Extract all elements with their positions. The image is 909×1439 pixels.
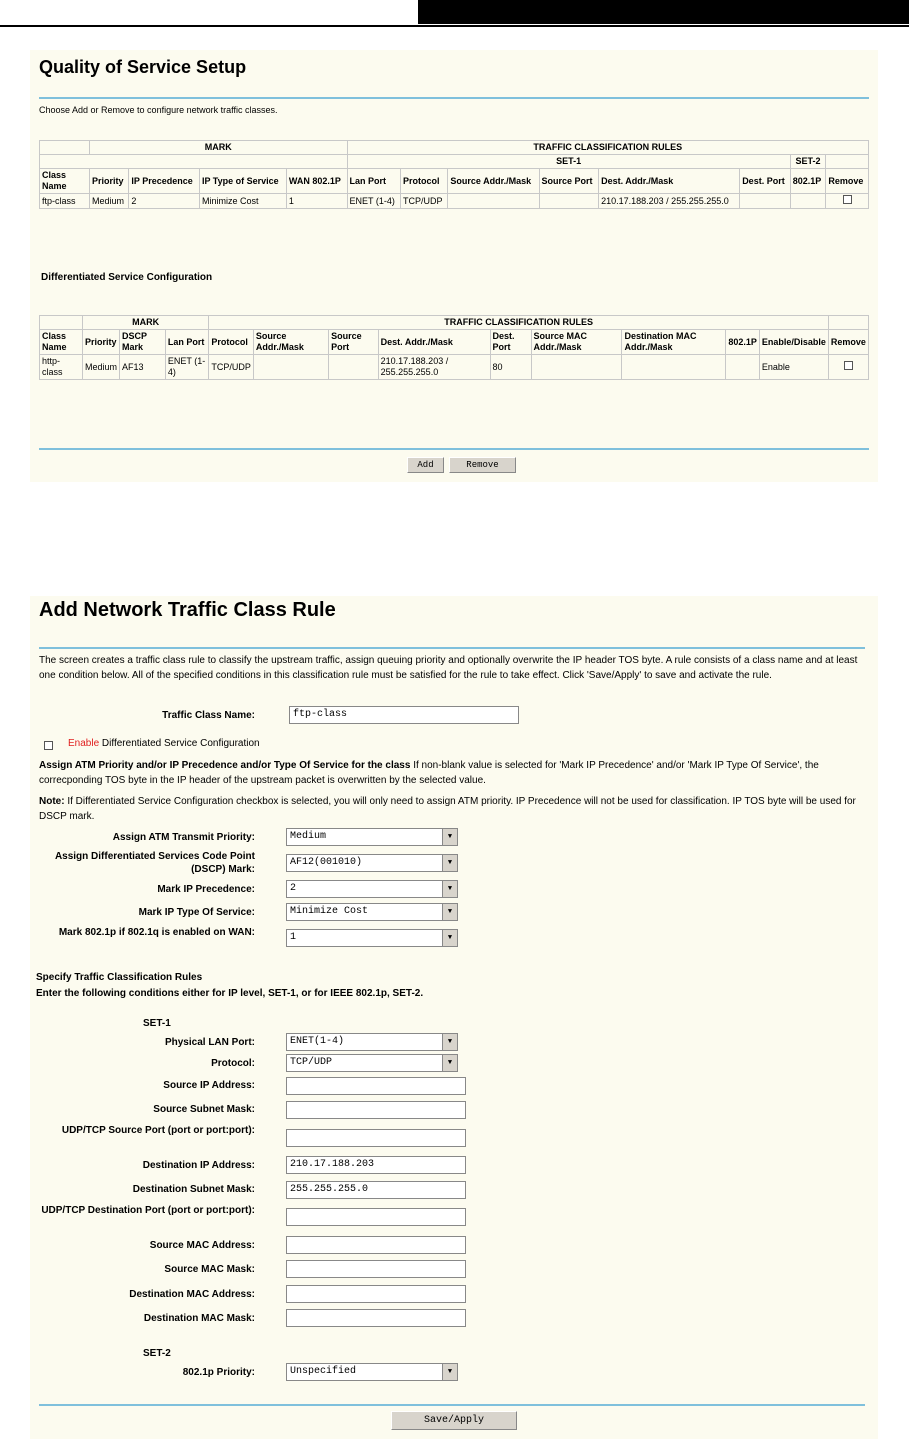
col-header: 802.1P [726,330,760,355]
cell: AF13 [120,355,166,380]
source-mac-mask-input[interactable] [286,1260,466,1278]
col-header: IP Precedence [129,169,200,194]
source-mac-input[interactable] [286,1236,466,1254]
cell: ENET (1-4) [347,194,401,209]
dropdown-arrow-icon: ▼ [442,1055,457,1071]
col-header: Priority [83,330,120,355]
source-mac-mask-label: Source MAC Mask: [164,1264,255,1275]
priority-8021p-select[interactable]: Unspecified ▼ [286,1363,458,1381]
dropdown-arrow-icon: ▼ [442,855,457,871]
dropdown-arrow-icon: ▼ [442,829,457,845]
dscp-mark-label: Assign Differentiated Services Code Point (DSCP) Mark: [54,851,255,875]
ip-tos-select[interactable]: Minimize Cost ▼ [286,903,458,921]
dropdown-arrow-icon: ▼ [442,1034,457,1050]
cell [726,355,760,380]
col-header: Dest. Port [740,169,791,194]
set1-header: SET-1 [347,155,790,169]
specify-title: Specify Traffic Classification Rules [36,972,203,983]
dest-ip-input[interactable]: 210.17.188.203 [286,1156,466,1174]
title-divider [39,647,865,649]
source-ip-input[interactable] [286,1077,466,1095]
atm-priority-select[interactable]: Medium ▼ [286,828,458,846]
class-name-input[interactable]: ftp-class [289,706,519,724]
assign-text: Assign ATM Priority and/or IP Precedence and/or Type Of Service for the class If non-blank value is selected for 'Mark IP Precedence' and/or 'Mark IP Type Of Service', the correcponding TOS byte in the IP header of the upstream packet is overwritten by the selected value. [39,760,819,786]
source-mask-input[interactable] [286,1101,466,1119]
lan-port-select[interactable]: ENET(1-4) ▼ [286,1033,458,1051]
dropdown-arrow-icon: ▼ [442,881,457,897]
cell: Enable [759,355,828,380]
source-mac-label: Source MAC Address: [149,1240,255,1251]
set2-header: SET-2 [790,155,826,169]
source-port-label: UDP/TCP Source Port (port or port:port): [61,1125,255,1136]
remove-checkbox[interactable] [843,195,852,204]
specify-subtitle: Enter the following conditions either for IP level, SET-1, or for IEEE 802.1p, SET-2. [36,988,424,999]
bottom-divider [39,1404,865,1406]
qos-setup-panel [30,50,878,482]
remove-checkbox[interactable] [844,361,853,370]
group-rules: TRAFFIC CLASSIFICATION RULES [347,141,869,155]
save-apply-button[interactable]: Save/Apply [391,1411,517,1430]
cell [740,194,791,209]
dscp-mark-select[interactable]: AF12(001010) ▼ [286,854,458,872]
cell: ENET (1-4) [165,355,208,380]
dest-mac-label: Destination MAC Address: [129,1289,255,1300]
cell: Medium [90,194,129,209]
cell [253,355,328,380]
dropdown-arrow-icon: ▼ [442,930,457,946]
col-header: Class Name [40,330,83,355]
rule-description: The screen creates a traffic class rule to classify the upstream traffic, assign queuing priority and optionally overwrite the IP header TOS byte. A rule consists of a class name and at least one condition below. All of the specified conditions in this classification rule must be satisfied for the rule to take effect. Click 'Save/Apply' to save and activate the rule. [39,655,858,681]
col-header: Dest. Addr./Mask [378,330,490,355]
add-rule-panel [30,596,878,1439]
col-header: Destination MAC Addr./Mask [622,330,726,355]
title-divider [39,97,869,99]
enable-dsc-label: Enable Differentiated Service Configuration [68,738,260,749]
cell: Medium [83,355,120,380]
cell: 2 [129,194,200,209]
wan-8021p-select[interactable]: 1 ▼ [286,929,458,947]
col-header: Enable/Disable [759,330,828,355]
cell: TCP/UDP [401,194,448,209]
priority-8021p-label: 802.1p Priority: [182,1367,255,1378]
lan-port-label: Physical LAN Port: [164,1037,255,1048]
col-header: Class Name [40,169,90,194]
cell: Minimize Cost [199,194,286,209]
table-group-row [40,316,869,330]
col-header: Priority [90,169,129,194]
col-header: Source Port [539,169,599,194]
col-header: Source Addr./Mask [448,169,539,194]
ip-tos-label: Mark IP Type Of Service: [138,907,255,918]
col-header: Dest. Addr./Mask [599,169,740,194]
cell: http-class [40,355,83,380]
add-button[interactable]: Add [407,457,444,473]
col-header: Protocol [209,330,254,355]
source-port-input[interactable] [286,1129,466,1147]
source-mask-label: Source Subnet Mask: [153,1104,255,1115]
col-header: Remove [828,330,868,355]
remove-button[interactable]: Remove [449,457,516,473]
table-header-row [40,169,869,194]
table-header-row [40,330,869,355]
col-header: DSCP Mark [120,330,166,355]
col-header: Source Addr./Mask [253,330,328,355]
protocol-select[interactable]: TCP/UDP ▼ [286,1054,458,1072]
col-header: IP Type of Service [199,169,286,194]
ip-precedence-select[interactable]: 2 ▼ [286,880,458,898]
col-header: 802.1P [790,169,826,194]
dest-port-input[interactable] [286,1208,466,1226]
enable-dsc-checkbox[interactable] [44,741,53,750]
col-header: Lan Port [165,330,208,355]
set2-label: SET-2 [143,1348,171,1359]
cell: ftp-class [40,194,90,209]
header-black-bar [418,0,909,24]
cell [329,355,378,380]
dest-mac-mask-input[interactable] [286,1309,466,1327]
cell: 80 [490,355,531,380]
dropdown-arrow-icon: ▼ [442,1364,457,1380]
dest-mask-input[interactable]: 255.255.255.0 [286,1181,466,1199]
cell: 1 [286,194,347,209]
dest-mask-label: Destination Subnet Mask: [132,1184,255,1195]
dest-ip-label: Destination IP Address: [142,1160,255,1171]
cell: TCP/UDP [209,355,254,380]
note-text: Note: If Differentiated Service Configuration checkbox is selected, you will only need to assign ATM priority. IP Precedence will not be used for classification. IP TOS byte will be used for DSCP mark. [39,796,856,822]
col-header: Source Port [329,330,378,355]
wan-8021p-label: Mark 802.1p if 802.1q is enabled on WAN: [58,927,255,938]
rule-page-title: Add Network Traffic Class Rule [39,599,336,621]
table-row [40,355,869,380]
col-header: Dest. Port [490,330,531,355]
cell [531,355,622,380]
intro-text: Choose Add or Remove to configure network traffic classes. [39,105,278,115]
col-header: Remove [826,169,869,194]
dest-mac-mask-label: Destination MAC Mask: [143,1313,255,1324]
table-set-row [40,155,869,169]
cell [448,194,539,209]
table-group-row [40,141,869,155]
ip-precedence-label: Mark IP Precedence: [157,884,255,895]
group-mark: MARK [83,316,209,330]
dest-port-label: UDP/TCP Destination Port (port or port:port): [41,1205,255,1216]
cell: 210.17.188.203 / 255.255.255.0 [599,194,740,209]
dropdown-arrow-icon: ▼ [442,904,457,920]
cell [539,194,599,209]
group-rules: TRAFFIC CLASSIFICATION RULES [209,316,829,330]
atm-priority-label: Assign ATM Transmit Priority: [112,832,255,843]
dsc-section-title: Differentiated Service Configuration [41,272,213,283]
page-title: Quality of Service Setup [39,57,247,77]
col-header: Source MAC Addr./Mask [531,330,622,355]
bottom-divider [39,448,869,450]
group-mark: MARK [90,141,348,155]
qos-classes-table [39,140,869,209]
cell [790,194,826,209]
source-ip-label: Source IP Address: [163,1080,255,1091]
table-row [40,194,869,209]
header-rule [0,25,909,27]
class-name-label: Traffic Class Name: [162,710,255,721]
col-header: Protocol [401,169,448,194]
dest-mac-input[interactable] [286,1285,466,1303]
cell: 210.17.188.203 / 255.255.255.0 [378,355,490,380]
protocol-label: Protocol: [211,1058,255,1069]
dsc-classes-table [39,315,869,380]
set1-label: SET-1 [143,1018,171,1029]
col-header: Lan Port [347,169,401,194]
cell [622,355,726,380]
col-header: WAN 802.1P [286,169,347,194]
